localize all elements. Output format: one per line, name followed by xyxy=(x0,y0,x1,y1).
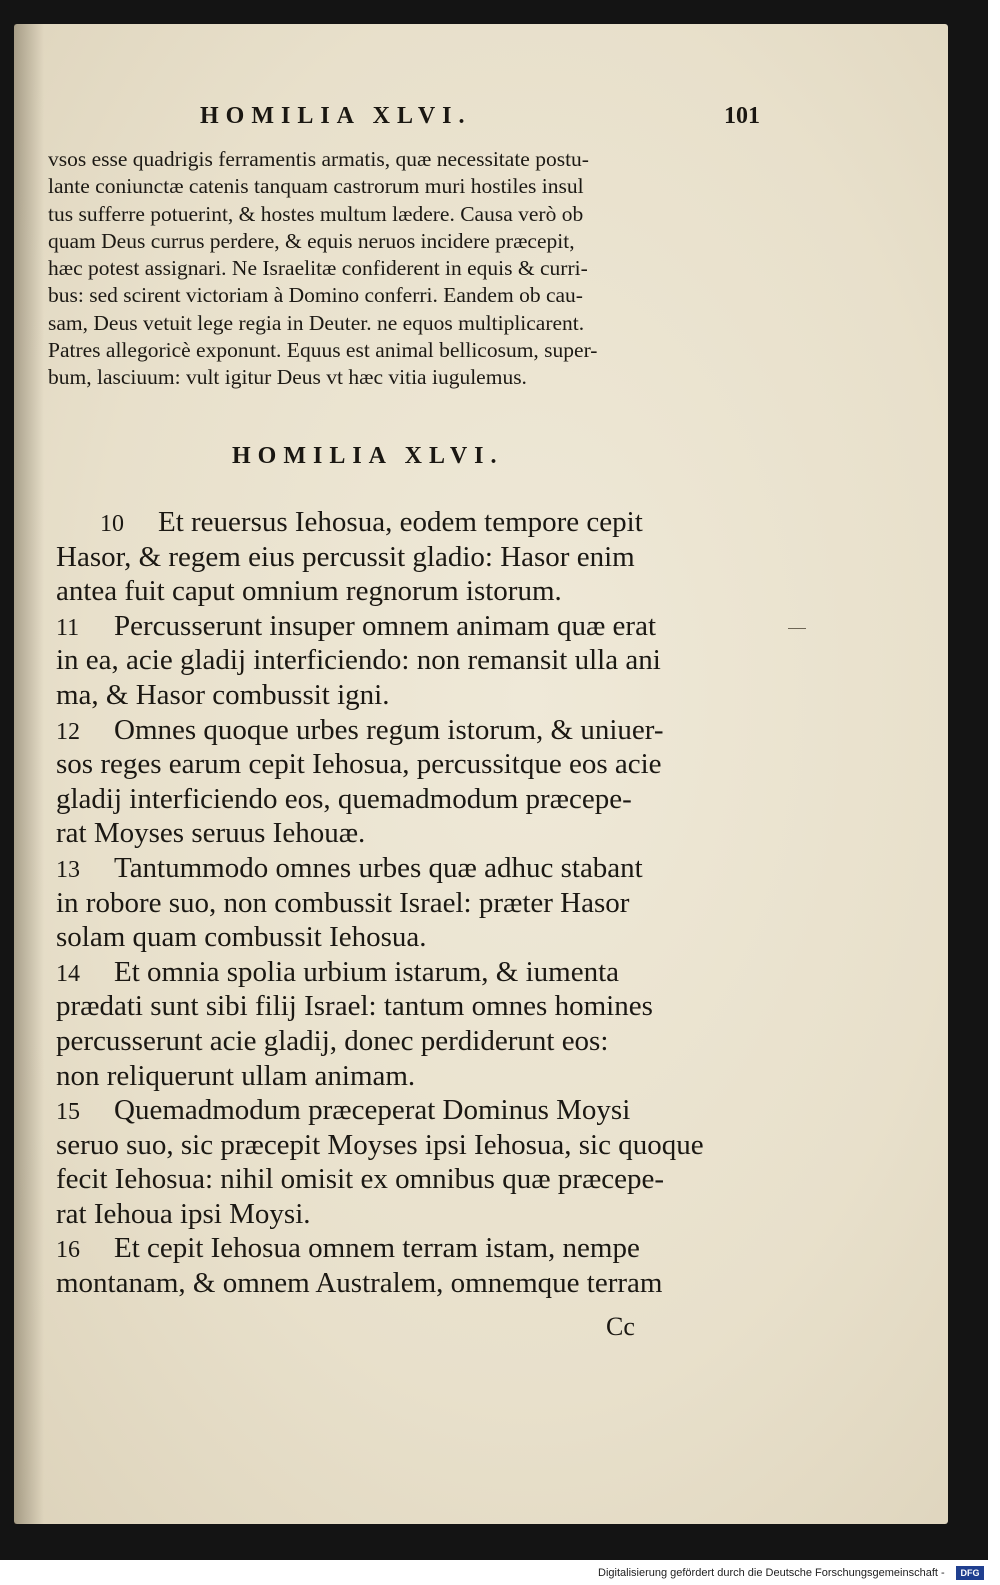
verse-line xyxy=(56,609,768,644)
verse-block xyxy=(56,505,768,1301)
verse-line: fecit Iehosua: nihil omisit ex omnibus quæ præcepe- xyxy=(56,1163,665,1196)
verse-line: ma, & Hasor combussit igni. xyxy=(56,678,390,711)
verse-number: 16 xyxy=(56,1237,80,1264)
verse-line: sos reges earum cepit Iehosua, percussitque eos acie xyxy=(56,748,662,781)
commentary-line: Patres allegoricè exponunt. Equus est animal bellicosum, super- xyxy=(48,338,598,363)
verse-number: 11 xyxy=(56,614,80,641)
verse-line: prædati sunt sibi filij Israel: tantum omnes homines xyxy=(56,990,653,1023)
verse-line: rat Moyses seruus Iehouæ. xyxy=(56,817,366,850)
verse-text: Et omnia spolia urbium istarum, & iumenta xyxy=(114,955,620,988)
commentary-line: quam Deus currus perdere, & equis neruos incidere præcepit, xyxy=(48,228,575,253)
gutter-shadow xyxy=(14,24,44,1524)
verse-text: Quemadmodum præceperat Dominus Moysi xyxy=(114,1094,631,1127)
commentary-line: tus sufferre potuerint, & hostes multum lædere. Causa verò ob xyxy=(48,201,584,226)
commentary-line: bus: sed scirent victoriam à Domino conferri. Eandem ob cau- xyxy=(48,283,583,308)
verse-number: 15 xyxy=(56,1099,80,1126)
margin-mark xyxy=(788,628,806,629)
verse-line xyxy=(56,955,768,990)
verse-text: Et reuersus Iehosua, eodem tempore cepit xyxy=(158,506,643,538)
verse-line xyxy=(56,851,768,886)
running-head xyxy=(200,103,760,137)
verse-text: Et cepit Iehosua omnem terram istam, nempe xyxy=(114,1232,640,1265)
verse-line: Hasor, & regem eius percussit gladio: Hasor enim xyxy=(56,540,635,573)
page-number: 101 xyxy=(724,103,760,129)
verse-number: 13 xyxy=(56,856,80,883)
verse-number: 12 xyxy=(56,718,80,745)
verse-line: seruo suo, sic præcepit Moyses ipsi Iehosua, sic quoque xyxy=(56,1128,704,1161)
verse-line xyxy=(56,1093,768,1128)
commentary-line: lante coniunctæ catenis tanquam castrorum muri hostiles insul xyxy=(48,174,584,199)
verse-line xyxy=(56,713,768,748)
digitization-credit: Digitalisierung gefördert durch die Deutsche Forschungsgemeinschaft - xyxy=(598,1567,945,1579)
verse-line: in robore suo, non combussit Israel: præter Hasor xyxy=(56,886,630,919)
commentary-line: sam, Deus vetuit lege regia in Deuter. ne equos multiplicarent. xyxy=(48,310,585,335)
commentary-line: hæc potest assignari. Ne Israelitæ confiderent in equis & curri- xyxy=(48,256,588,281)
verse-line xyxy=(56,505,768,540)
verse-text: Omnes quoque urbes regum istorum, & uniuer- xyxy=(114,713,664,746)
commentary-line: bum, lasciuum: vult igitur Deus vt hæc vitia iugulemus. xyxy=(48,365,527,390)
verse-text: Percusserunt insuper omnem animam quæ erat xyxy=(114,609,657,642)
verse-line: percusserunt acie gladij, donec perdiderunt eos: xyxy=(56,1024,609,1057)
commentary-block xyxy=(48,146,758,392)
dfg-logo: DFG xyxy=(956,1566,984,1580)
verse-number: 10 xyxy=(100,511,124,537)
verse-line: gladij interficiendo eos, quemadmodum præcepe- xyxy=(56,782,632,815)
verse-line xyxy=(56,1231,768,1266)
commentary-line: vsos esse quadrigis ferramentis armatis, quæ necessitate postu- xyxy=(48,147,589,171)
verse-number: 14 xyxy=(56,960,80,987)
verse-line: montanam, & omnem Australem, omnemque terram xyxy=(56,1267,663,1300)
verse-line: antea fuit caput omnium regnorum istorum. xyxy=(56,575,562,608)
catchword: Cc xyxy=(606,1312,635,1341)
verse-line: rat Iehoua ipsi Moysi. xyxy=(56,1197,311,1230)
verse-line: non reliquerunt ullam animam. xyxy=(56,1059,416,1092)
section-heading: HOMILIA XLVI. xyxy=(232,443,504,469)
verse-text: Tantummodo omnes urbes quæ adhuc stabant xyxy=(114,851,643,884)
verse-line: solam quam combussit Iehosua. xyxy=(56,921,427,954)
verse-line: in ea, acie gladij interficiendo: non remansit ulla ani xyxy=(56,644,661,677)
running-title: HOMILIA XLVI. xyxy=(200,103,472,129)
